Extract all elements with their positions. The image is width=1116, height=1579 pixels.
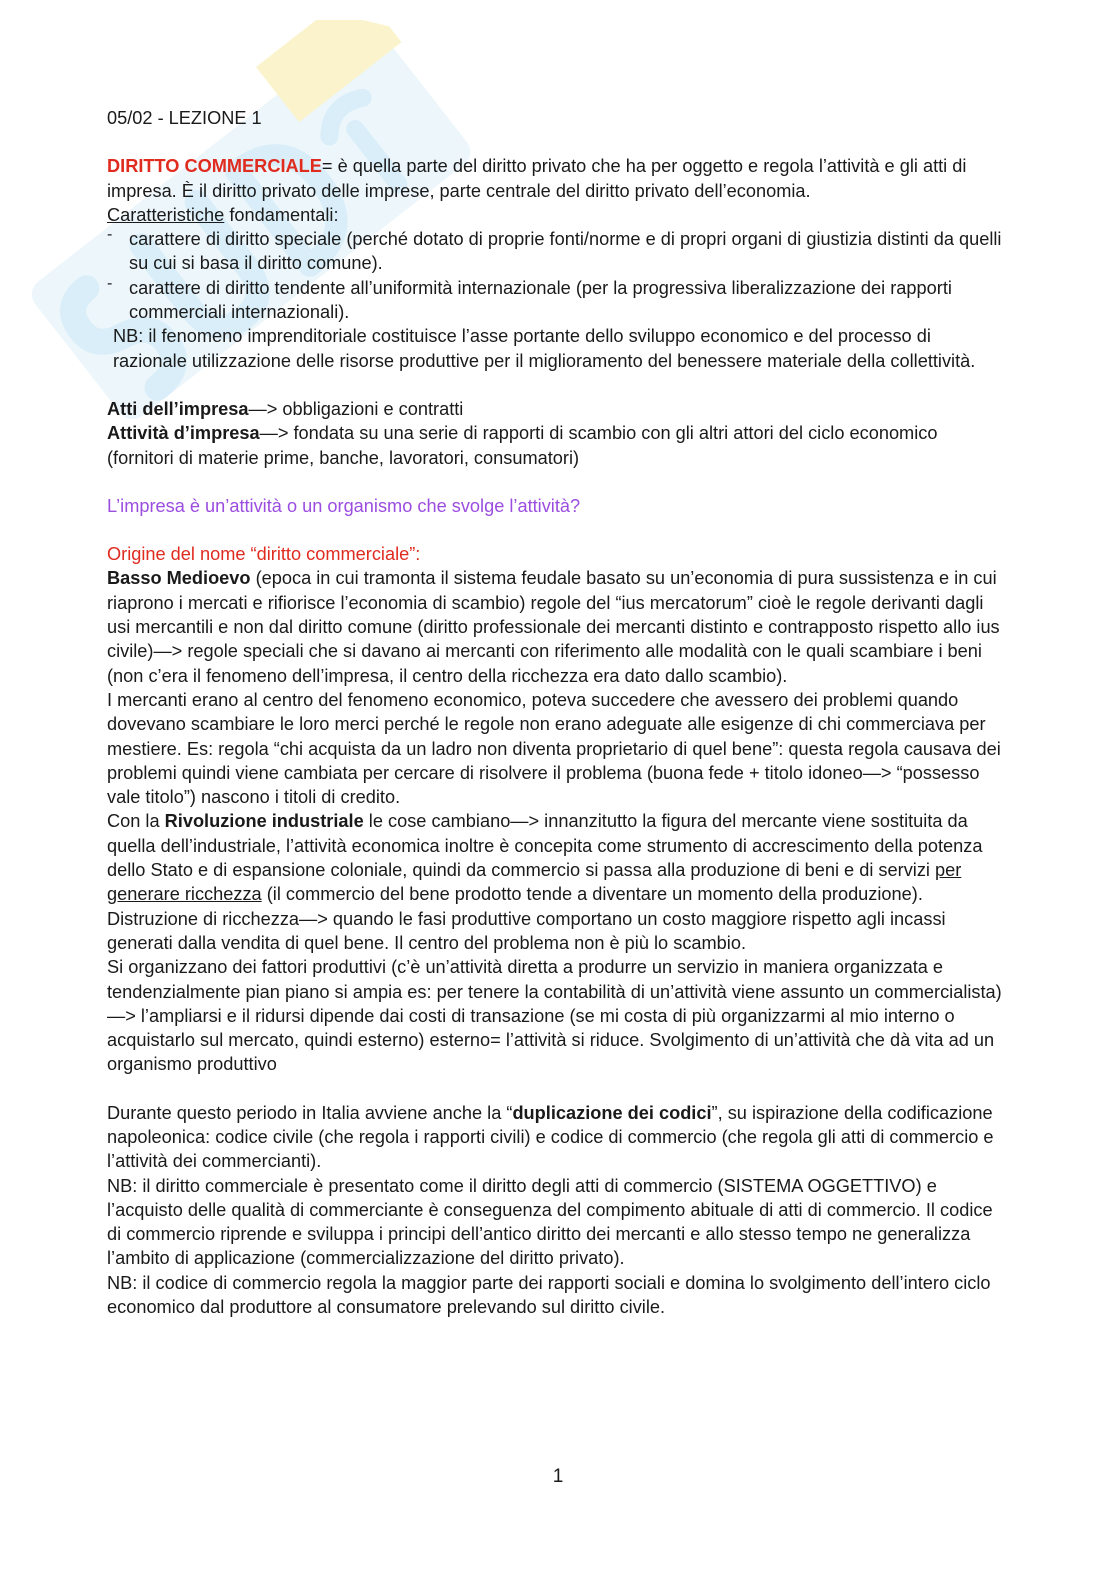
document-page [107, 106, 1007, 1319]
rivoluzione-label: Rivoluzione industriale [164, 811, 364, 832]
rivoluzione-paragraph [107, 809, 1007, 906]
features-label: Caratteristiche [107, 204, 225, 225]
atti-text: —> obbligazioni e contratti [248, 398, 464, 419]
medioevo-label: Basso Medioevo [107, 568, 251, 589]
attivita-line [107, 421, 1007, 470]
features-suffix: fondamentali: [224, 204, 339, 225]
features-list [107, 227, 1007, 324]
feature-item: - carattere di diritto tendente all’uniformità internazionale (per la progressiva liberalizzazione dei rapporti commerciali internazionali). [107, 276, 1007, 325]
atti-line [107, 397, 1007, 421]
features-heading [107, 203, 1007, 227]
distruzione-paragraph: Distruzione di ricchezza—> quando le fasi produttive comportano un costo maggiore rispetto agli incassi generati dalla vendita di quel bene. Il centro del problema non è più lo scambio. [107, 908, 946, 953]
question-line: L’impresa è un’attività o un organismo che svolge l’attività? [107, 495, 581, 516]
mercanti-paragraph: I mercanti erano al centro del fenomeno economico, poteva succedere che avessero dei problemi quando dovevano scambiare le loro merci perché le regole non erano adeguate alle esigenze di chi commerciava per mestiere. Es: regola “chi acquista da un ladro non diventa proprietario di quel bene”: questa regola causava dei problemi quindi viene cambiata per cercare di risolvere il problema (buona fede + titolo idoneo—> “possesso vale titolo”) nascono i titoli di credito. [107, 689, 1001, 808]
codici-label: duplicazione dei codici [512, 1102, 712, 1123]
codici-paragraph [107, 1101, 1007, 1174]
rivoluzione-end: (il commercio del bene prodotto tende a diventare un momento della produzione). [261, 884, 923, 905]
rivoluzione-pre: Con la [107, 811, 165, 832]
nb-paragraph: NB: il fenomeno imprenditoriale costituisce l’asse portante dello sviluppo economico e del processo di razionale utilizzazione delle risorse produttive per il miglioramento del benessere materiale della collettività. [113, 326, 976, 371]
organizzano-paragraph: Si organizzano dei fattori produttivi (c’è un’attività diretta a produrre un servizio in maniera organizzata e tendenzialmente pian piano si ampia es: per tenere la contabilità di un’attività viene assunto un commercialista)—> l’ampliarsi e il ridursi dipende dai costi di transazione (se mi costa di più organizzarmi al mio interno o acquistarlo sul mercato, quindi esterno) esterno= l’attività si riduce. Svolgimento di un’attività che dà vita ad un organismo produttivo [107, 957, 1002, 1075]
feature-item: - carattere di diritto speciale (perché dotato di proprie fonti/norme e di propri organi di giustizia distinti da quelli su cui si basa il diritto comune). [107, 227, 1007, 276]
attivita-label: Attività d’impresa [107, 423, 260, 444]
medioevo-text: (epoca in cui tramonta il sistema feudale basato su un’economia di pura sussistenza e in cui riaprono i mercati e rifiorisce l’economia di scambio) regole del “ius mercatorum” cioè le regole derivanti dagli usi mercantili e non dal diritto comune (diritto professionale dei mercanti distinto e contrapposto rispetto allo ius civile)—> regole speciali che si davano ai mercanti con riferimento alle modalità con le quali scambiare i beni (non c’era il fenomeno dell’impresa, il centro della ricchezza era dato dallo scambio). [107, 568, 1000, 686]
rivoluzione-text: le cose cambiano—> innanzitutto la figura del mercante viene sostituita da quella dell’industriale, l’attività economica inoltre è concepita come strumento di accrescimento della potenza dello Stato e di espansione coloniale, quindi da commercio si passa alla produzione di beni e di servizi [107, 811, 983, 881]
definition-text: = è quella parte del diritto privato che ha per oggetto e regola l’attività e gli atti di impresa. È il diritto privato delle imprese, parte centrale del diritto privato dell’economia. [107, 156, 967, 201]
nb-sistema-paragraph: NB: il diritto commerciale è presentato come il diritto degli atti di commercio (SISTEMA OGGETTIVO) e l’acquisto delle qualità di commerciante è conseguenza del compimento abituale di atti di commercio. Il codice di commercio riprende e sviluppa i principi dell’antico diritto dei mercanti e allo stesso tempo ne generalizza l’ambito di applicazione (commercializzazione del diritto privato). [107, 1175, 993, 1269]
codici-post: ”, su ispirazione della codificazione napoleonica: codice civile (che regola i rapporti civili) e codice di commercio (che regola gli atti di commercio e l’attività dei commercianti). [107, 1102, 994, 1172]
attivita-text: —> fondata su una serie di rapporti di scambio con gli altri attori del ciclo economico (fornitori di materie prime, banche, lavoratori, consumatori) [107, 423, 938, 468]
page-title: 05/02 - LEZIONE 1 [107, 108, 262, 128]
atti-label: Atti dell’impresa [107, 398, 249, 419]
codici-pre: Durante questo periodo in Italia avviene anche la “ [107, 1102, 513, 1123]
term-diritto-commerciale: DIRITTO COMMERCIALE [107, 156, 322, 177]
medioevo-paragraph [107, 566, 1007, 687]
origin-heading: Origine del nome “diritto commerciale”: [107, 544, 421, 565]
page-number: 1 [552, 1466, 564, 1487]
rivoluzione-underline: per generare ricchezza [107, 860, 962, 905]
nb-codice-paragraph: NB: il codice di commercio regola la maggior parte dei rapporti sociali e domina lo svolgimento dell’intero ciclo economico dal produttore al consumatore prelevando sul diritto civile. [107, 1272, 991, 1318]
definition-paragraph [107, 154, 1007, 203]
